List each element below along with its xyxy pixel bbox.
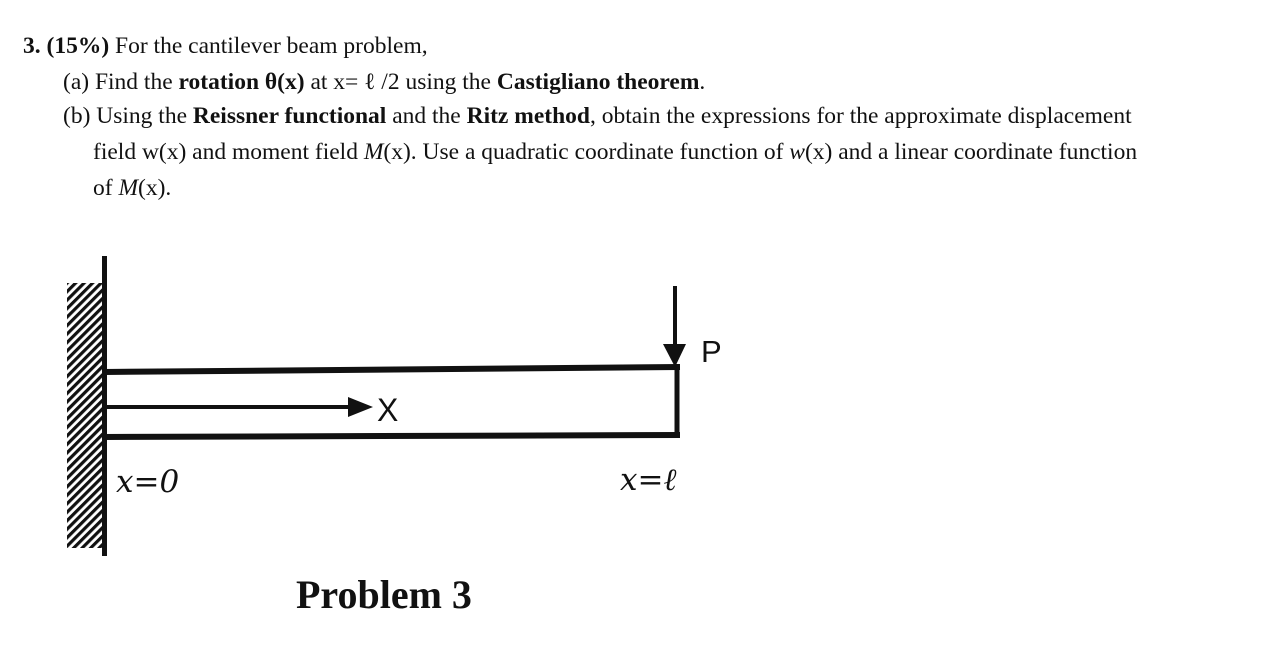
part-b-w: w <box>789 139 805 165</box>
beam-top-edge <box>104 367 680 372</box>
load-arrowhead-icon <box>663 344 686 367</box>
part-b-M2: M <box>118 175 139 201</box>
part-a-mid: at x= ℓ /2 using the <box>304 69 497 95</box>
part-a-theorem: Castigliano theorem <box>496 69 700 95</box>
part-b-linear: (x) and a linear coordinate function <box>804 139 1138 165</box>
x-axis-arrowhead-icon <box>348 397 373 417</box>
part-a-end: . <box>699 69 706 95</box>
problem-number: 3. (15%) <box>23 33 110 59</box>
part-b-rest: , obtain the expressions for the approximate displacement <box>589 103 1132 129</box>
part-b-quadratic: (x). Use a quadratic coordinate function of <box>383 139 790 165</box>
part-a-label: (a) Find the <box>63 69 179 95</box>
label-x-zero: x=0 <box>116 464 180 500</box>
part-b-reissner: Reissner functional <box>192 103 387 129</box>
part-b-M: M <box>363 139 384 165</box>
label-x-ell: x=ℓ <box>620 462 677 498</box>
part-b-and: and the <box>386 103 467 129</box>
problem-intro: For the cantilever beam problem, <box>109 33 428 59</box>
figure-caption: Problem 3 <box>296 572 472 617</box>
part-b-ritz: Ritz method <box>466 103 590 129</box>
part-b-label: (b) Using the <box>63 103 193 129</box>
beam-bottom-edge <box>104 435 680 437</box>
load-label-p: P <box>701 334 722 369</box>
axis-label-x: X <box>377 392 399 428</box>
part-b-field: field w(x) and moment field <box>93 139 364 165</box>
part-b-of: of <box>93 175 119 201</box>
part-a-rotation: rotation θ(x) <box>178 69 305 95</box>
wall-hatching <box>67 283 103 548</box>
part-b-end: (x). <box>138 175 172 201</box>
